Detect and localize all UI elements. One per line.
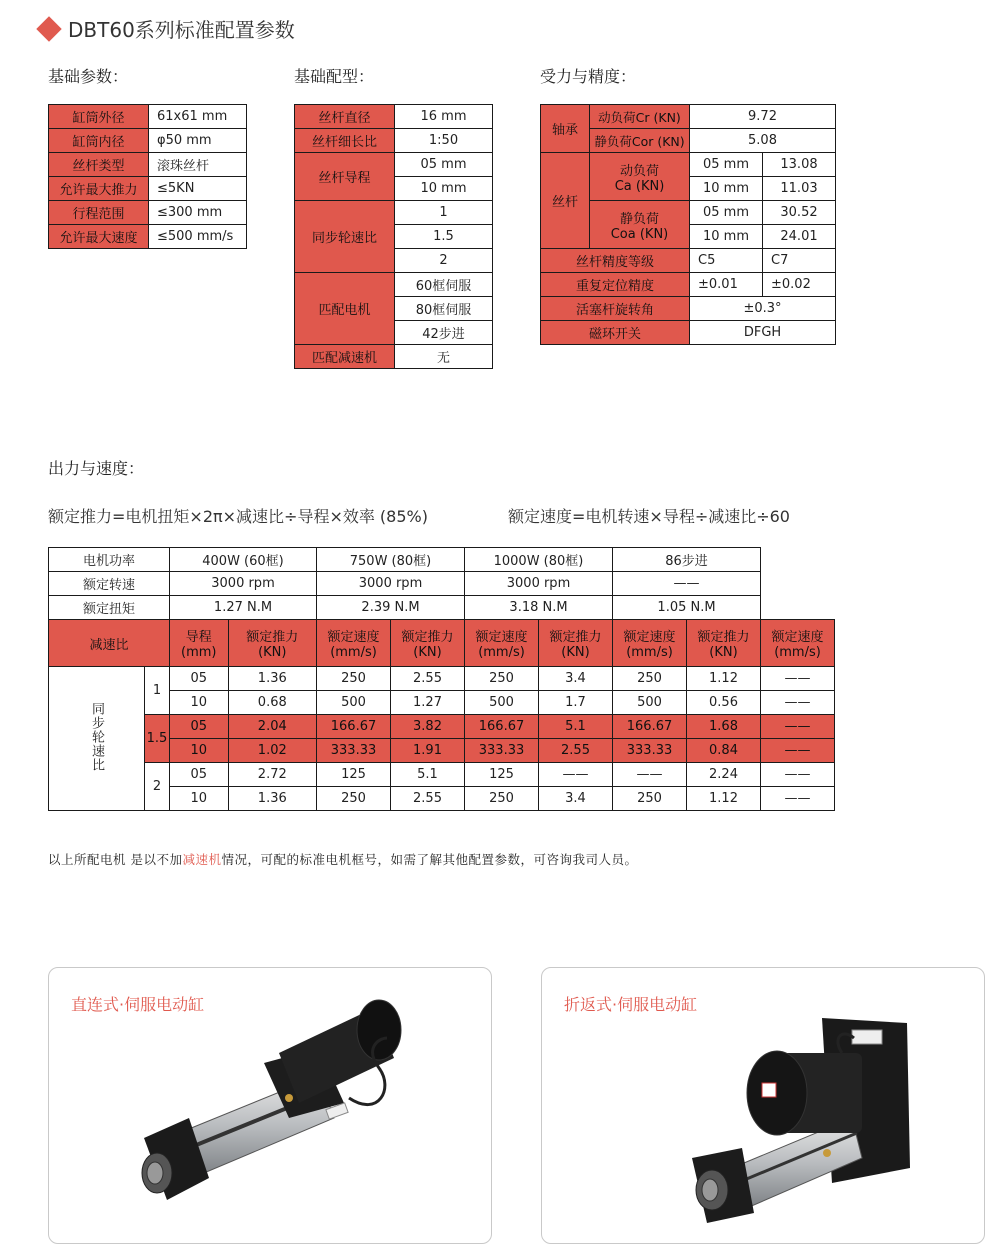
perf-value: 2.04 bbox=[228, 715, 316, 739]
rated-torque-value: 3.18 N.M bbox=[465, 596, 613, 620]
lead-header-line1: 导程 bbox=[185, 630, 212, 645]
ratio-value: 2 bbox=[145, 763, 170, 811]
basic-param-row bbox=[49, 153, 247, 177]
rated-torque-label: 额定扭矩 bbox=[49, 596, 170, 620]
rated-torque-value: 1.05 N.M bbox=[613, 596, 761, 620]
basic-param-row bbox=[49, 225, 247, 249]
speed-header bbox=[465, 620, 539, 667]
basic-param-row bbox=[49, 105, 247, 129]
perf-value: 166.67 bbox=[317, 715, 391, 739]
lead-label: 丝杆导程 bbox=[295, 153, 395, 201]
perf-value: —— bbox=[761, 739, 835, 763]
basic-param-label: 缸筒内径 bbox=[49, 129, 149, 153]
footnote-text: 以上所配电机 是以不加 bbox=[48, 852, 183, 867]
speed-header-line1: 额定速度 bbox=[327, 630, 380, 645]
perf-value: 1.02 bbox=[228, 739, 316, 763]
speed-header-line2: (mm/s) bbox=[330, 645, 377, 660]
ca-label-line2: Ca (KN) bbox=[614, 178, 665, 194]
bearing-label: 轴承 bbox=[541, 105, 590, 153]
thrust-header-line1: 额定推力 bbox=[697, 630, 750, 645]
cor-value: 5.08 bbox=[690, 129, 836, 153]
perf-value: 500 bbox=[465, 691, 539, 715]
perf-value: 125 bbox=[317, 763, 391, 787]
basic-param-label: 缸筒外径 bbox=[49, 105, 149, 129]
coa-value: 24.01 bbox=[763, 225, 836, 249]
screw-label: 丝杆 bbox=[541, 153, 590, 249]
perf-value: —— bbox=[761, 787, 835, 811]
perf-value: 2.24 bbox=[687, 763, 761, 787]
basic-param-value: ≤300 mm bbox=[149, 201, 247, 225]
perf-value: 1.91 bbox=[391, 739, 465, 763]
perf-value: 250 bbox=[613, 667, 687, 691]
motor-value: 60框伺服 bbox=[395, 273, 493, 297]
speed-header-line1: 额定速度 bbox=[475, 630, 528, 645]
perf-value: 1.27 bbox=[391, 691, 465, 715]
perf-row bbox=[49, 715, 835, 739]
slenderness-value: 1:50 bbox=[395, 129, 493, 153]
switch-value: DFGH bbox=[690, 321, 836, 345]
coa-value: 30.52 bbox=[763, 201, 836, 225]
perf-value: 2.55 bbox=[539, 739, 613, 763]
perf-value: 333.33 bbox=[613, 739, 687, 763]
thrust-header-line1: 额定推力 bbox=[401, 630, 454, 645]
rated-speed-value: 3000 rpm bbox=[465, 572, 613, 596]
basic-config-table bbox=[294, 104, 493, 369]
motor-power-value: 1000W (80框) bbox=[465, 548, 613, 572]
folded-actuator-image bbox=[542, 968, 984, 1243]
screw-diameter-value: 16 mm bbox=[395, 105, 493, 129]
motor-power-value: 400W (60框) bbox=[170, 548, 317, 572]
grade-value: C5 bbox=[690, 249, 763, 273]
ratio-value: 1.5 bbox=[395, 225, 493, 249]
output-speed-heading: 出力与速度： bbox=[48, 459, 145, 478]
basic-param-label: 丝杆类型 bbox=[49, 153, 149, 177]
thrust-header-line2: (KN) bbox=[258, 645, 287, 660]
perf-value: 5.1 bbox=[539, 715, 613, 739]
rotation-label: 活塞杆旋转角 bbox=[541, 297, 690, 321]
performance-table bbox=[48, 547, 835, 811]
ratio-value: 1.5 bbox=[145, 715, 170, 763]
perf-row bbox=[49, 667, 835, 691]
footnote bbox=[48, 850, 638, 868]
ratio-label: 同步轮速比 bbox=[295, 201, 395, 273]
basic-param-row bbox=[49, 177, 247, 201]
perf-value: 1.12 bbox=[687, 787, 761, 811]
coa-label bbox=[590, 201, 690, 249]
motor-power-value: 86步进 bbox=[613, 548, 761, 572]
basic-param-label: 行程范围 bbox=[49, 201, 149, 225]
perf-value: 3.4 bbox=[539, 787, 613, 811]
perf-value: 1.12 bbox=[687, 667, 761, 691]
sync-ratio-label bbox=[49, 667, 145, 811]
reducer-value: 无 bbox=[395, 345, 493, 369]
motor-label: 匹配电机 bbox=[295, 273, 395, 345]
rated-speed-label: 额定转速 bbox=[49, 572, 170, 596]
thrust-header-line2: (KN) bbox=[561, 645, 590, 660]
lead-header bbox=[170, 620, 229, 667]
perf-value: 250 bbox=[465, 787, 539, 811]
speed-header-line2: (mm/s) bbox=[478, 645, 525, 660]
perf-value: 250 bbox=[465, 667, 539, 691]
ratio-value: 1 bbox=[395, 201, 493, 225]
perf-value: —— bbox=[539, 763, 613, 787]
basic-param-value: ≤500 mm/s bbox=[149, 225, 247, 249]
perf-value: 2.55 bbox=[391, 667, 465, 691]
lead-value: 05 bbox=[170, 763, 229, 787]
grade-value: C7 bbox=[763, 249, 836, 273]
lead-05: 05 mm bbox=[690, 153, 763, 177]
perf-value: —— bbox=[761, 667, 835, 691]
perf-value: 0.68 bbox=[228, 691, 316, 715]
perf-value: 2.72 bbox=[228, 763, 316, 787]
lead-10: 10 mm bbox=[690, 177, 763, 201]
product-card-folded[interactable] bbox=[541, 967, 985, 1244]
motor-power-value: 750W (80框) bbox=[317, 548, 465, 572]
lead-value: 05 bbox=[170, 667, 229, 691]
perf-value: 5.1 bbox=[391, 763, 465, 787]
basic-param-label: 允许最大推力 bbox=[49, 177, 149, 201]
perf-value: 1.36 bbox=[228, 787, 316, 811]
repeat-value: ±0.01 bbox=[690, 273, 763, 297]
perf-value: 500 bbox=[317, 691, 391, 715]
footnote-highlight: 减速机 bbox=[182, 852, 222, 867]
perf-value: 166.67 bbox=[613, 715, 687, 739]
speed-header bbox=[317, 620, 391, 667]
speed-header bbox=[761, 620, 835, 667]
direct-actuator-image bbox=[49, 968, 491, 1243]
force-precision-heading: 受力与精度： bbox=[540, 67, 637, 86]
speed-header-line2: (mm/s) bbox=[774, 645, 821, 660]
perf-value: 0.56 bbox=[687, 691, 761, 715]
thrust-header-line2: (KN) bbox=[413, 645, 442, 660]
lead-value: 10 bbox=[170, 787, 229, 811]
ratio-header: 减速比 bbox=[49, 620, 170, 667]
thrust-formula: 额定推力=电机扭矩×2π×减速比÷导程×效率 (85%) bbox=[48, 507, 428, 526]
card-title: 直连式·伺服电动缸 bbox=[71, 995, 205, 1014]
lead-value: 10 mm bbox=[395, 177, 493, 201]
lead-value: 05 mm bbox=[395, 153, 493, 177]
perf-value: 250 bbox=[317, 667, 391, 691]
basic-param-row bbox=[49, 129, 247, 153]
lead-header-line2: (mm) bbox=[181, 645, 217, 660]
cr-label: 动负荷Cr (KN) bbox=[590, 105, 690, 129]
title-diamond-icon bbox=[36, 16, 61, 41]
perf-value: 500 bbox=[613, 691, 687, 715]
rated-speed-value: —— bbox=[613, 572, 761, 596]
perf-value: 250 bbox=[317, 787, 391, 811]
basic-param-value: 61x61 mm bbox=[149, 105, 247, 129]
ratio-value: 2 bbox=[395, 249, 493, 273]
coa-label-line2: Coa (KN) bbox=[610, 226, 669, 242]
speed-header-line2: (mm/s) bbox=[626, 645, 673, 660]
perf-value: 1.36 bbox=[228, 667, 316, 691]
perf-value: —— bbox=[761, 691, 835, 715]
reducer-label: 匹配减速机 bbox=[295, 345, 395, 369]
switch-label: 磁环开关 bbox=[541, 321, 690, 345]
cr-value: 9.72 bbox=[690, 105, 836, 129]
basic-param-label: 允许最大速度 bbox=[49, 225, 149, 249]
speed-header-line1: 额定速度 bbox=[623, 630, 676, 645]
force-precision-table bbox=[540, 104, 836, 345]
ca-value: 11.03 bbox=[763, 177, 836, 201]
product-card-direct[interactable] bbox=[48, 967, 492, 1244]
perf-value: 3.82 bbox=[391, 715, 465, 739]
cor-label: 静负荷Cor (KN) bbox=[590, 129, 690, 153]
perf-value: 125 bbox=[465, 763, 539, 787]
perf-value: 250 bbox=[613, 787, 687, 811]
thrust-header bbox=[228, 620, 316, 667]
repeat-value: ±0.02 bbox=[763, 273, 836, 297]
rated-torque-value: 1.27 N.M bbox=[170, 596, 317, 620]
card-title: 折返式·伺服电动缸 bbox=[564, 995, 698, 1014]
basic-params-heading: 基础参数： bbox=[48, 67, 129, 86]
ratio-value: 1 bbox=[145, 667, 170, 715]
thrust-header bbox=[391, 620, 465, 667]
perf-value: 166.67 bbox=[465, 715, 539, 739]
thrust-header-line1: 额定推力 bbox=[549, 630, 602, 645]
slenderness-label: 丝杆细长比 bbox=[295, 129, 395, 153]
perf-value: 0.84 bbox=[687, 739, 761, 763]
footnote-text: 情况，可配的标准电机框号，如需了解其他配置参数，可咨询我司人员。 bbox=[221, 852, 638, 867]
coa-label-line1: 静负荷 bbox=[619, 211, 659, 227]
thrust-header-line1: 额定推力 bbox=[246, 630, 299, 645]
sync-ratio-text: 同步轮速比 bbox=[89, 701, 104, 772]
perf-value: 333.33 bbox=[317, 739, 391, 763]
thrust-header bbox=[687, 620, 761, 667]
perf-value: —— bbox=[761, 715, 835, 739]
lead-value: 10 bbox=[170, 691, 229, 715]
perf-value: —— bbox=[761, 763, 835, 787]
basic-param-value: 滚珠丝杆 bbox=[149, 153, 247, 177]
ca-label-line1: 动负荷 bbox=[619, 163, 659, 179]
thrust-header bbox=[539, 620, 613, 667]
motor-value: 42步进 bbox=[395, 321, 493, 345]
repeat-label: 重复定位精度 bbox=[541, 273, 690, 297]
perf-value: 1.7 bbox=[539, 691, 613, 715]
perf-value: —— bbox=[613, 763, 687, 787]
basic-param-value: φ50 mm bbox=[149, 129, 247, 153]
perf-value: 333.33 bbox=[465, 739, 539, 763]
motor-power-label: 电机功率 bbox=[49, 548, 170, 572]
perf-value: 2.55 bbox=[391, 787, 465, 811]
perf-value: 1.68 bbox=[687, 715, 761, 739]
screw-diameter-label: 丝杆直径 bbox=[295, 105, 395, 129]
basic-params-table bbox=[48, 104, 247, 249]
rated-speed-value: 3000 rpm bbox=[317, 572, 465, 596]
rated-torque-value: 2.39 N.M bbox=[317, 596, 465, 620]
ca-label bbox=[590, 153, 690, 201]
basic-param-value: ≤5KN bbox=[149, 177, 247, 201]
lead-05: 05 mm bbox=[690, 201, 763, 225]
rated-speed-value: 3000 rpm bbox=[170, 572, 317, 596]
speed-header bbox=[613, 620, 687, 667]
lead-value: 10 bbox=[170, 739, 229, 763]
speed-formula: 额定速度=电机转速×导程÷减速比÷60 bbox=[508, 507, 790, 526]
lead-value: 05 bbox=[170, 715, 229, 739]
thrust-header-line2: (KN) bbox=[709, 645, 738, 660]
grade-label: 丝杆精度等级 bbox=[541, 249, 690, 273]
basic-param-row bbox=[49, 201, 247, 225]
page-title: DBT60系列标准配置参数 bbox=[68, 18, 295, 42]
perf-row bbox=[49, 763, 835, 787]
speed-header-line1: 额定速度 bbox=[771, 630, 824, 645]
motor-value: 80框伺服 bbox=[395, 297, 493, 321]
basic-config-heading: 基础配型： bbox=[294, 67, 375, 86]
rotation-value: ±0.3° bbox=[690, 297, 836, 321]
lead-10: 10 mm bbox=[690, 225, 763, 249]
perf-value: 3.4 bbox=[539, 667, 613, 691]
ca-value: 13.08 bbox=[763, 153, 836, 177]
